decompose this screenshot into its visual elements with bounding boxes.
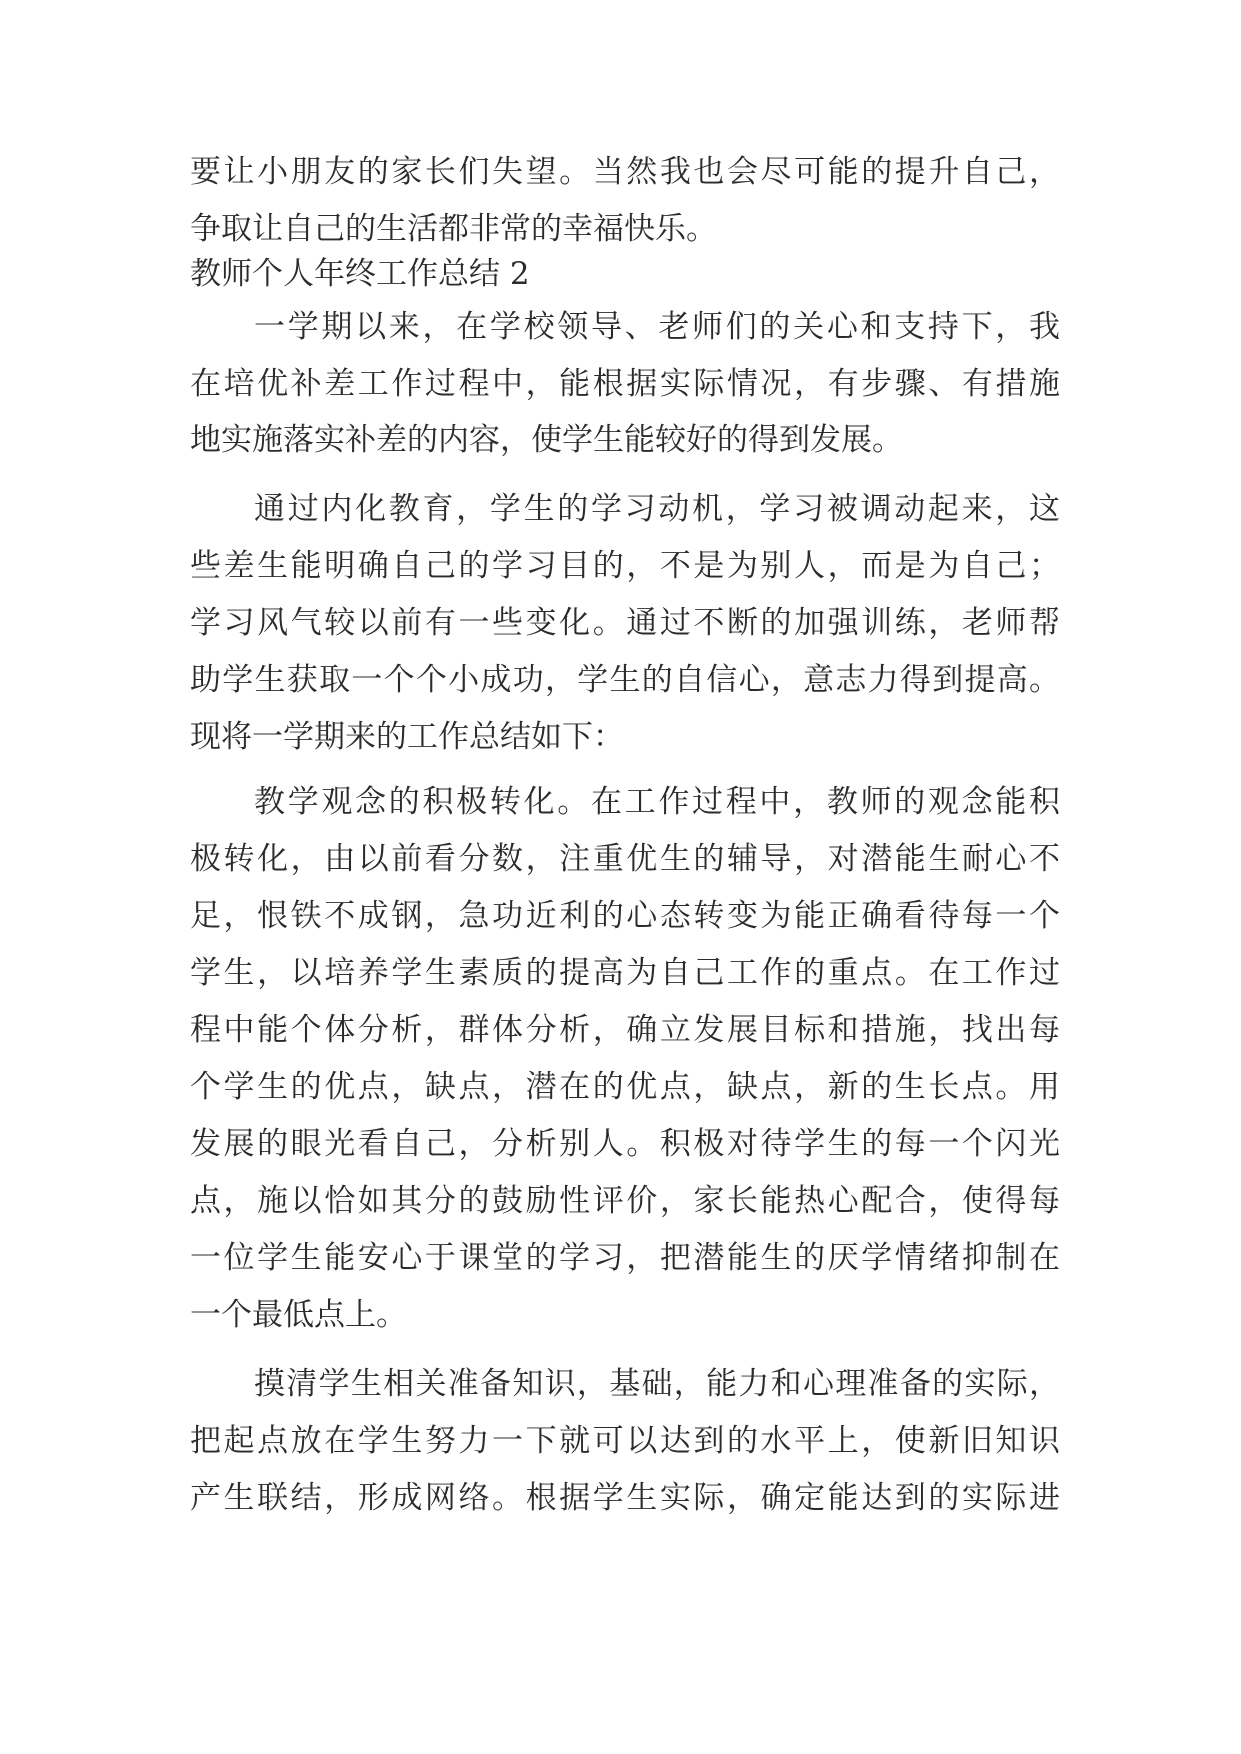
paragraph-line: 程中能个体分析，群体分析，确立发展目标和措施，找出每	[190, 1012, 1060, 1048]
paragraph-line: 现将一学期来的工作总结如下：	[190, 719, 624, 755]
text-line: 争取让自己的生活都非常的幸福快乐。	[190, 211, 717, 247]
paragraph-line: 点，施以恰如其分的鼓励性评价，家长能热心配合，使得每	[190, 1183, 1060, 1219]
paragraph-line: 学生，以培养学生素质的提高为自己工作的重点。在工作过	[190, 955, 1060, 991]
text-line: 要让小朋友的家长们失望。当然我也会尽可能的提升自己，	[190, 154, 1060, 190]
paragraph-line: 助学生获取一个个小成功，学生的自信心，意志力得到提高。	[190, 662, 1060, 698]
paragraph-line: 产生联结，形成网络。根据学生实际，确定能达到的实际进	[190, 1480, 1060, 1516]
paragraph-line: 个学生的优点，缺点，潜在的优点，缺点，新的生长点。用	[190, 1069, 1060, 1105]
paragraph-line: 把起点放在学生努力一下就可以达到的水平上，使新旧知识	[190, 1423, 1060, 1459]
paragraph-line: 教学观念的积极转化。在工作过程中，教师的观念能积	[254, 784, 1060, 820]
paragraph-line: 极转化，由以前看分数，注重优生的辅导，对潜能生耐心不	[190, 841, 1060, 877]
paragraph-line: 地实施落实补差的内容，使学生能较好的得到发展。	[190, 422, 903, 458]
paragraph-line: 足，恨铁不成钢，急功近利的心态转变为能正确看待每一个	[190, 898, 1060, 934]
paragraph-line: 一位学生能安心于课堂的学习，把潜能生的厌学情绪抑制在	[190, 1240, 1060, 1276]
section-title: 教师个人年终工作总结 2	[190, 256, 530, 292]
paragraph-line: 在培优补差工作过程中，能根据实际情况，有步骤、有措施	[190, 366, 1060, 402]
paragraph-line: 摸清学生相关准备知识，基础，能力和心理准备的实际，	[254, 1366, 1060, 1402]
paragraph-line: 一学期以来，在学校领导、老师们的关心和支持下，我	[254, 309, 1060, 345]
paragraph-line: 学习风气较以前有一些变化。通过不断的加强训练，老师帮	[190, 605, 1060, 641]
paragraph-line: 通过内化教育，学生的学习动机，学习被调动起来，这	[254, 491, 1060, 527]
paragraph-line: 一个最低点上。	[190, 1297, 407, 1333]
paragraph-line: 些差生能明确自己的学习目的，不是为别人，而是为自己；	[190, 548, 1060, 584]
paragraph-line: 发展的眼光看自己，分析别人。积极对待学生的每一个闪光	[190, 1126, 1060, 1162]
